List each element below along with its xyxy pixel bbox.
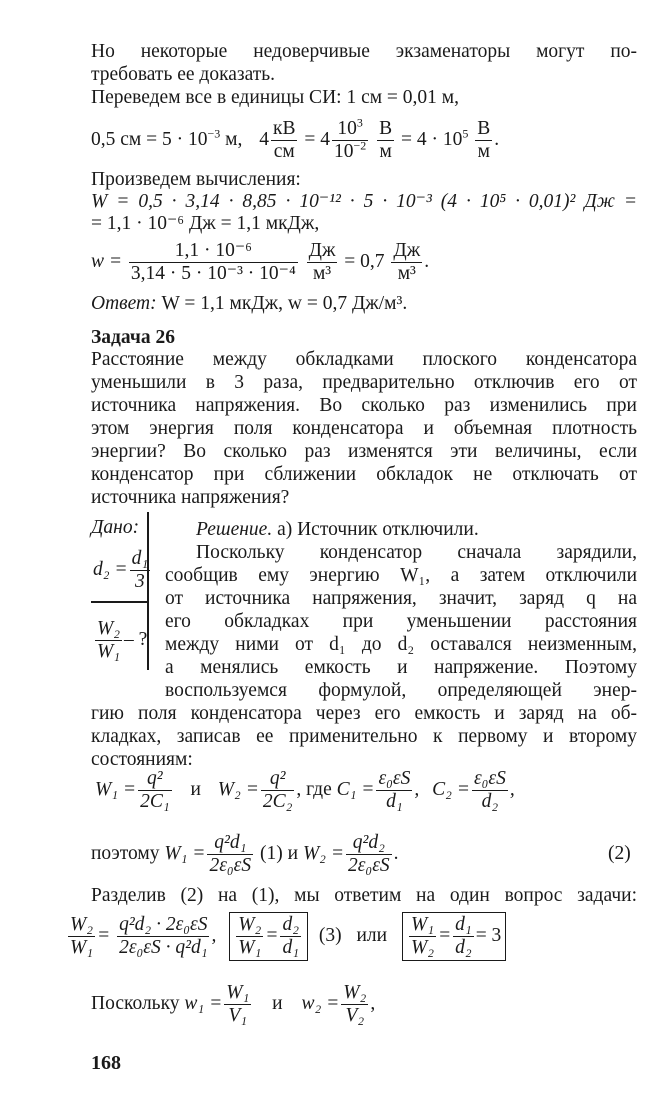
si-conversion-line: Переведем все в единицы СИ: 1 см = 0,01 м, (91, 87, 460, 108)
task-line-5: энергии? Во сколько раз изменятся эти величины, если (91, 441, 637, 462)
solution-line-9: кладках, записав ее применительно к первому и второму (91, 726, 637, 747)
task-line-6: конденсатор при сближении обкладок не отключать от (91, 464, 637, 485)
task-title: Задача 26 (91, 327, 175, 348)
solution-line-8: гию поля конденсатора через его емкость и заряд на об- (91, 703, 637, 724)
solution-line-10: состояниям: (91, 749, 193, 770)
equation-number-2: (2) (608, 843, 631, 864)
unit-conversion-formula: 0,5 см = $5 \cdot 10^{-3}$ м, 4 $\frac{кВ}{см}$ = 4 $\frac{10^3}{10^{-2}}$ $\frac{В}{м}$ = $4 \cdot 10^5$ $\frac{В}{м}$ . (91, 115, 500, 162)
task-line-1: Расстояние между обкладками плоского конденсатора (91, 349, 637, 370)
given-label: Дано: (91, 517, 140, 538)
solution-line-3: от источника напряжения, значит, заряд q на (165, 588, 637, 609)
calc-heading: Произведем вычисления: (91, 169, 301, 190)
solution-heading: Решение. а) Источник отключили. (196, 519, 479, 540)
task-line-7: источника напряжения? (91, 487, 290, 508)
task-line-2: уменьшили в 3 раза, предварительно отключив его от (91, 372, 637, 393)
solution-line-5: между ними от d₁ до d₂ оставался неизменным, (165, 634, 637, 655)
answer-line: Ответ: W = 1,1 мкДж, w = 0,7 Дж/м³. (91, 293, 408, 314)
given-condition: d₂ = $\frac{\text{d₁}}{3}$ (93, 548, 149, 592)
since-formulas: Поскольку w₁ = $\frac{\text{W₁}}{\text{V₁}}$ и w₂ = $\frac{\text{W₂}}{\text{V₂}}$ , (91, 982, 376, 1026)
energy-capacity-formulas: W₁ = $\frac{\text{q²}}{\text{2C₁}}$ и W₂ = $\frac{\text{q²}}{\text{2C₂}}$ , где C₁ = $\frac{\text{ε₀εS}}{\text{d₁}}$ , C₂ = $\frac{\text{ε₀εS}}{\text{d₂}}$ , (95, 768, 515, 812)
solution-line-7: воспользуемся формулой, определяющей энер- (165, 680, 637, 701)
solution-line-2: сообщив ему энергию W₁, а затем отключили (165, 565, 637, 586)
given-divider-horizontal (91, 601, 147, 603)
solution-line-6: а менялись емкость и напряжение. Поэтому (165, 657, 637, 678)
boxed-ratio-2: $\frac{\text{W₁}}{\text{W₂}}$ = $\frac{\text{d₁}}{\text{d₂}}$ = 3 (402, 912, 506, 961)
divide-line: Разделив (2) на (1), мы ответим на один вопрос задачи: (91, 885, 637, 906)
density-formula: w = $\frac{\text{1,1 · 10⁻⁶}}{\text{3,14 · 5 · 10⁻³ · 10⁻⁴}}$ $\frac{Дж}{\text{м³}}$ = 0,7 $\frac{Дж}{\text{м³}}$ . (91, 240, 430, 284)
solution-line-4: его обкладках при уменьшении расстояния (165, 611, 637, 632)
given-unknown: $\frac{\text{W₂}}{\text{W₁}}$ – ? (97, 618, 148, 662)
ratio-formulas: $\frac{\text{W₂}}{\text{W₁}}$ = $\frac{\text{q²d₂ · 2ε₀εS}}{\text{2ε₀εS · q²d₁}}$ , $\frac{\text{W₂}}{\text{W₁}}$ = $\frac{\text{d₂}}{\text{d₁}}$ (3) или $\frac{\text{W₁}}{\text{W₂}}$ = $\frac{\text{d₁}}{\text{d₂}}$ = 3 (66, 912, 506, 961)
intro-line-1: Но некоторые недоверчивые экзаменаторы могут по- (91, 41, 637, 62)
therefore-formulas: поэтому W₁ = $\frac{\text{q²d₁}}{\text{2ε₀εS}}$ (1) и W₂ = $\frac{\text{q²d₂}}{\text{2ε₀εS}}$ . (91, 832, 399, 876)
page-number: 168 (91, 1052, 121, 1074)
calc-line-1: W = 0,5 · 3,14 · 8,85 · 10⁻¹² · 5 · 10⁻³ (4 · 10⁵ · 0,01)² Дж = (91, 191, 637, 212)
solution-line-1: Поскольку конденсатор сначала зарядили, (196, 542, 637, 563)
task-line-3: источника напряжения. Во сколько раз изменились при (91, 395, 637, 416)
intro-line-2: требовать ее доказать. (91, 64, 276, 85)
boxed-ratio-1: $\frac{\text{W₂}}{\text{W₁}}$ = $\frac{\text{d₂}}{\text{d₁}}$ (229, 912, 308, 961)
task-line-4: этом энергия поля конденсатора и объемная плотность (91, 418, 637, 439)
calc-line-2: = 1,1 · 10⁻⁶ Дж = 1,1 мкДж, (91, 213, 320, 234)
